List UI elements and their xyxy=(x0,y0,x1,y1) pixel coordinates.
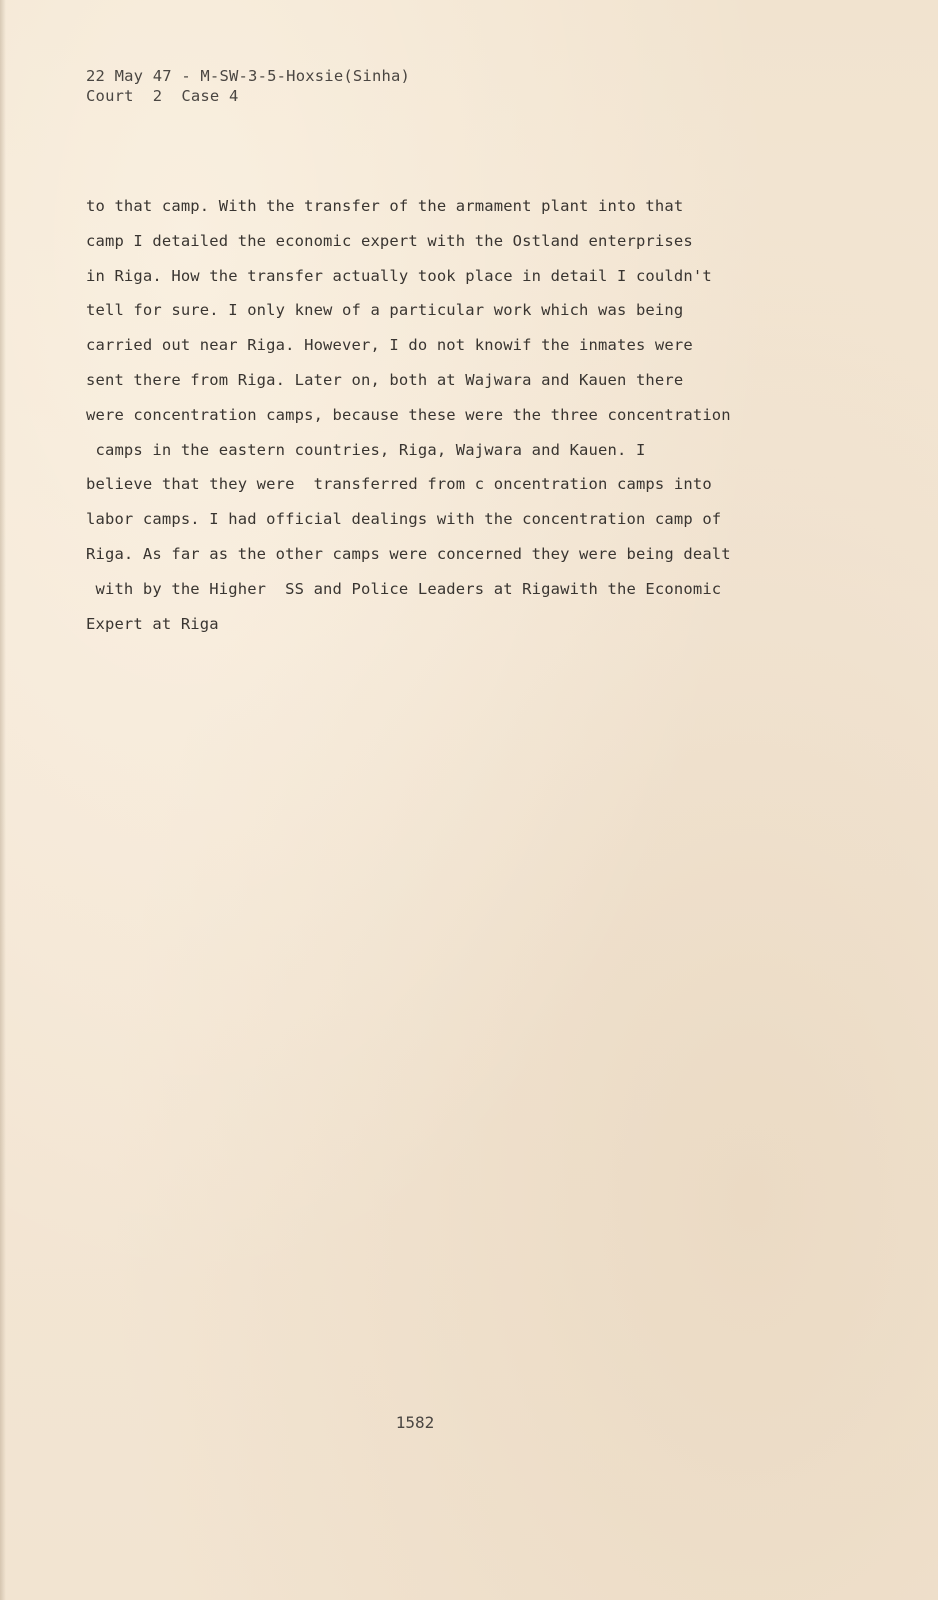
header-date-reference: 22 May 47 - M-SW-3-5-Hoxsie(Sinha) xyxy=(86,67,411,85)
transcript-line: believe that they were transferred from c oncentration camps into xyxy=(86,475,712,494)
transcript-line: tell for sure. I only knew of a particular work which was being xyxy=(86,301,684,320)
transcript-line: labor camps. I had official dealings with the concentration camp of xyxy=(86,510,722,529)
transcript-body xyxy=(86,189,906,641)
page-edge-shadow xyxy=(0,0,6,1600)
transcript-line: in Riga. How the transfer actually took place in detail I couldn't xyxy=(86,266,712,285)
page-number: 1582 xyxy=(395,1413,435,1432)
transcript-line: Riga. As far as the other camps were concerned they were being dealt xyxy=(86,544,731,563)
header-court-case: Court 2 Case 4 xyxy=(86,87,239,105)
transcript-line: with by the Higher SS and Police Leaders at Rigawith the Economic xyxy=(86,579,722,598)
document-header xyxy=(86,66,410,106)
transcript-line: Expert at Riga xyxy=(86,614,219,633)
transcript-line: camps in the eastern countries, Riga, Wajwara and Kauen. I xyxy=(86,440,646,459)
transcript-line: carried out near Riga. However, I do not knowif the inmates were xyxy=(86,336,693,355)
transcript-line: to that camp. With the transfer of the armament plant into that xyxy=(86,197,684,215)
transcript-line: were concentration camps, because these were the three concentration xyxy=(86,405,731,424)
transcript-line: sent there from Riga. Later on, both at Wajwara and Kauen there xyxy=(86,370,684,389)
transcript-line: camp I detailed the economic expert with the Ostland enterprises xyxy=(86,231,693,250)
